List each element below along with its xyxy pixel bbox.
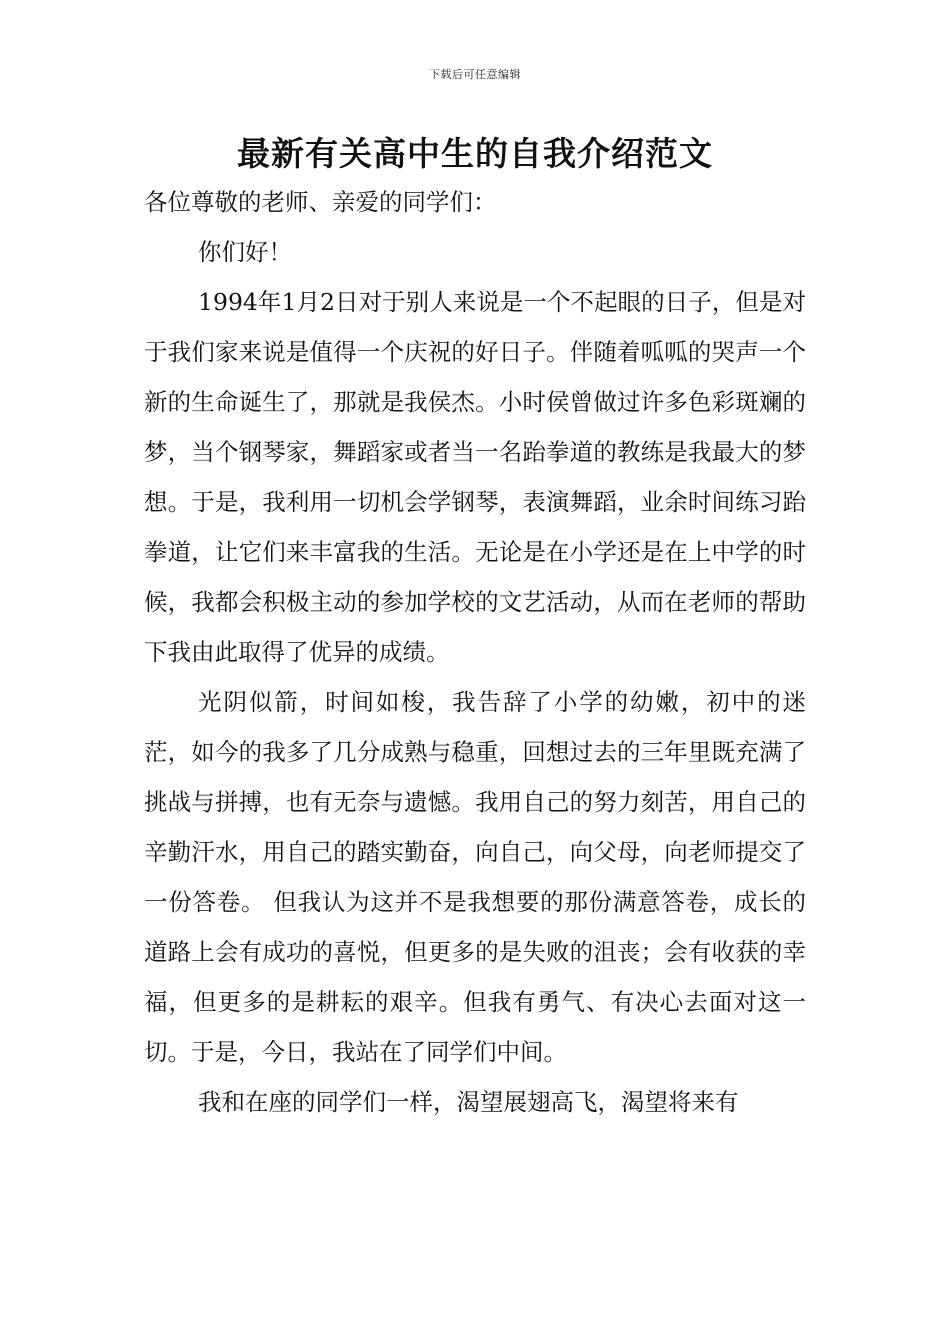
salutation-paragraph: 各位尊敬的老师、亲爱的同学们： [144,188,497,216]
header-note: 下载后可任意编辑 [429,68,521,81]
document-title: 最新有关高中生的自我介绍范文 [237,134,713,173]
body-paragraph: 我和在座的同学们一样，渴望展翅高飞，渴望将来有 [198,1088,739,1116]
body-paragraph: 光阴似箭，时间如梭，我告辞了小学的幼嫩，初中的迷茫，如今的我多了几分成熟与稳重，回想过去的三年里既充满了挑战与拼搏，也有无奈与遗憾。我用自己的努力刻苦，用自己的辛勤汗水，用自己的踏实勤奋，向自己，向父母，向老师提交了一份答卷。 但我认为这并不是我想要的那份满意答卷，成长的道路上会有成功的喜悦，但更多的是失败的沮丧；会有收获的幸福，但更多的是耕耘的艰辛。但我有勇气、有决心去面对这一切。于是，今日，我站在了同学们中间。 [144,688,806,1066]
greeting-paragraph: 你们好！ [198,238,293,266]
document-body [144,177,806,1127]
body-paragraph: 1994年1月2日对于别人来说是一个不起眼的日子，但是对于我们家来说是值得一个庆祝的好日子。伴随着呱呱的哭声一个新的生命诞生了，那就是我侯杰。小时侯曾做过许多色彩斑斓的梦，当个钢琴家，舞蹈家或者当一名跆拳道的教练是我最大的梦想。于是，我利用一切机会学钢琴，表演舞蹈，业余时间练习跆拳道，让它们来丰富我的生活。无论是在小学还是在上中学的时候，我都会积极主动的参加学校的文艺活动，从而在老师的帮助下我由此取得了优异的成绩。 [144,288,806,666]
